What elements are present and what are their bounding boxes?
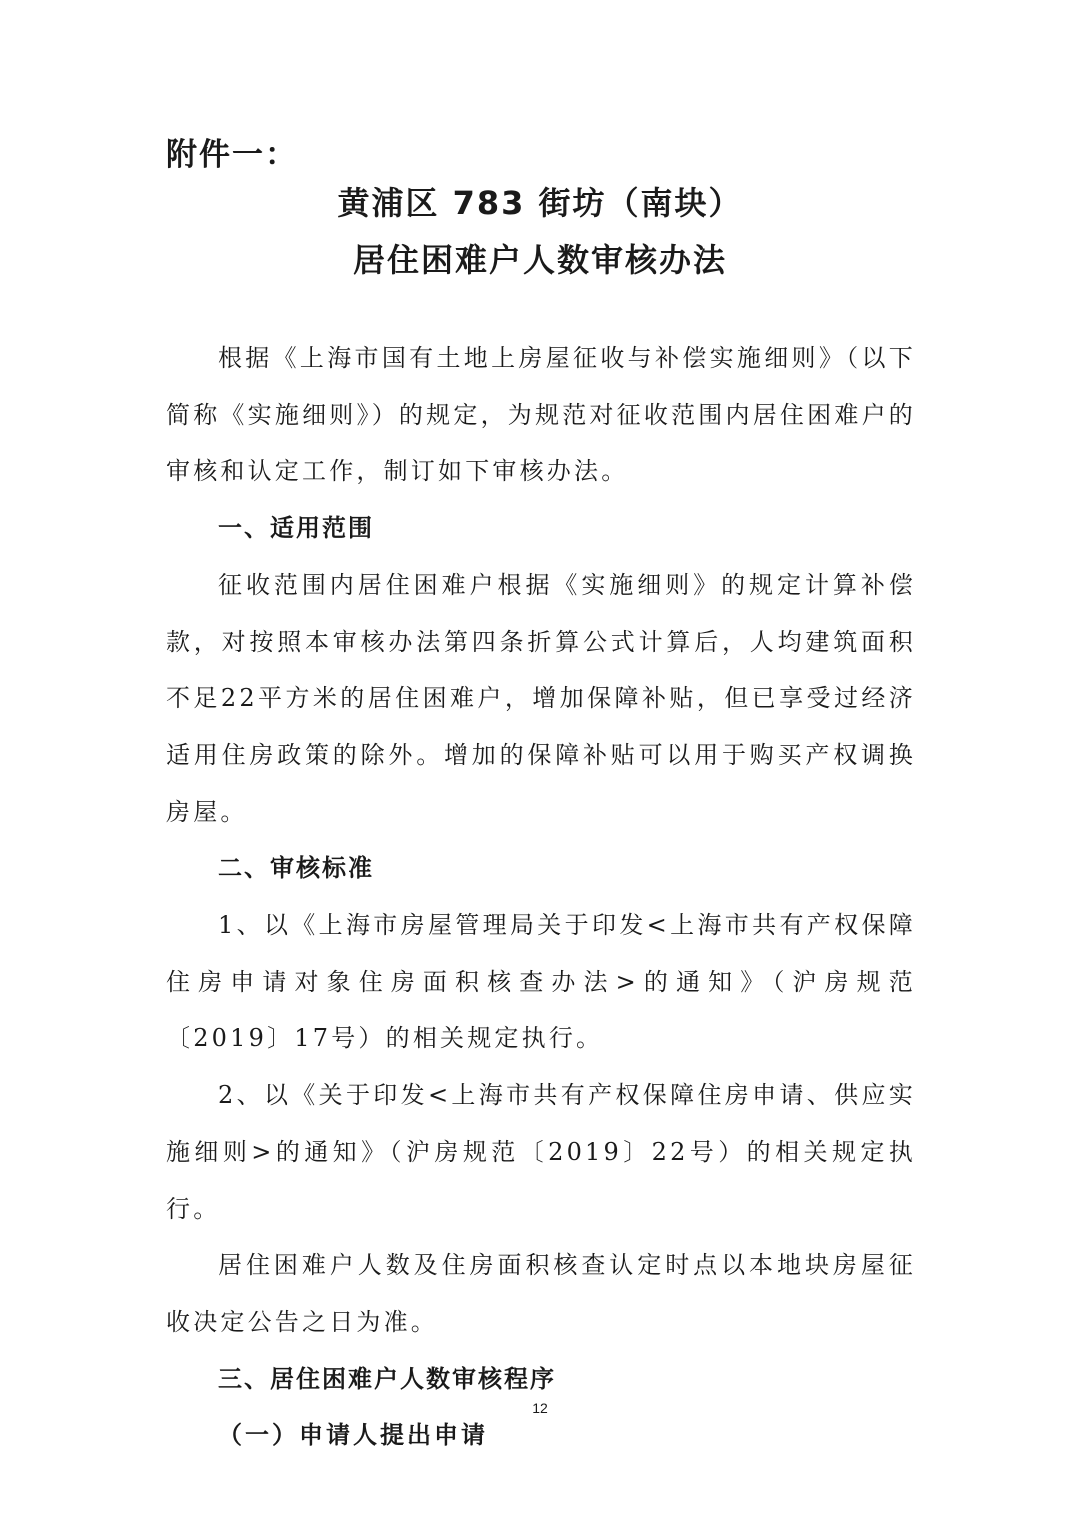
paragraph-standard-1: 1、以《上海市房屋管理局关于印发<上海市共有产权保障住房申请对象住房面积核查办法>的通知》（沪房规范〔2019〕17号）的相关规定执行。 <box>166 911 916 1053</box>
paragraph-scope: 征收范围内居住困难户根据《实施细则》的规定计算补偿款，对按照本审核办法第四条折算公式计算后，人均建筑面积不足22平方米的居住困难户，增加保障补贴，但已享受过经济适用住房政策的除外。增加的保障补贴可以用于购买产权调换房屋。 <box>166 570 916 826</box>
section-heading-scope: 一、适用范围 <box>218 514 374 543</box>
document-title-line-2: 居住困难户人数审核办法 <box>352 241 727 279</box>
paragraph-standard-2: 2、以《关于印发<上海市共有产权保障住房申请、供应实施细则>的通知》（沪房规范〔2019〕22号）的相关规定执行。 <box>166 1081 916 1223</box>
page-number: 12 <box>532 1400 548 1416</box>
document-body <box>166 330 916 1464</box>
document-title-line-1: 黄浦区 783 街坊（南块） <box>337 184 743 222</box>
subsection-heading-application: （一）申请人提出申请 <box>218 1421 488 1450</box>
section-heading-procedure: 三、居住困难户人数审核程序 <box>218 1364 556 1393</box>
paragraph-intro: 根据《上海市国有土地上房屋征收与补偿实施细则》（以下简称《实施细则》）的规定，为规范对征收范围内居住困难户的审核和认定工作，制订如下审核办法。 <box>166 344 916 486</box>
attachment-label: 附件一： <box>166 137 298 173</box>
section-heading-standards: 二、审核标准 <box>218 854 374 883</box>
paragraph-cutoff-date: 居住困难户人数及住房面积核查认定时点以本地块房屋征收决定公告之日为准。 <box>166 1251 916 1336</box>
